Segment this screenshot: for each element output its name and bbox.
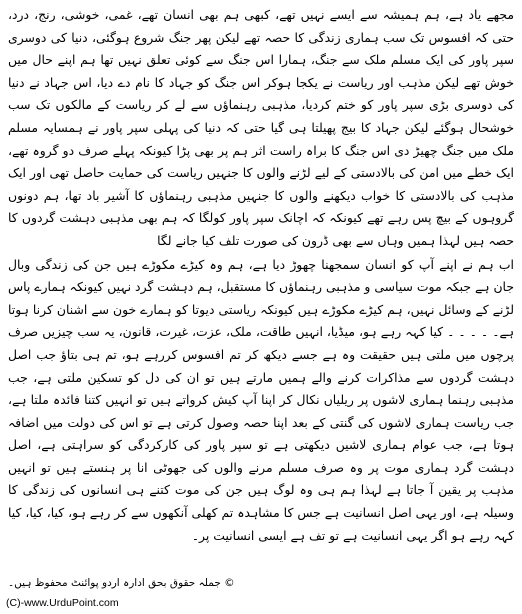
copyright-notice-urdu: © جملہ حقوق بحق ادارہ اردو پوائنٹ محفوظ ہیں۔: [8, 577, 235, 589]
copyright-url: (C)-www.UrduPoint.com: [6, 597, 119, 609]
story-paragraph-1: مجھے یاد ہے، ہم ہمیشہ سے ایسے نہیں تھے، کبھی ہم بھی انسان تھے، غمی، خوشی، رنج، درد، حتی کہ افسوس تک سب ہماری زندگی کا حصہ تھے لیکن پھر جنگ شروع ہوگئی، دنیا کی دوسری سپر پاور کی ایک مسلم ملک سے جنگ، ہمارا اس جنگ سے کوئی تعلق نہیں تھا ہم اپنے حال میں خوش تھے لیکن مذہب اور ریاست نے یکجا ہوکر اس جنگ کو جہاد کا نام دے دیا، اس جہاد نے دنیا کی دوسری بڑی سپر پاور کو ختم کردیا، مذہبی رہنماؤں سے لے کر ریاست کے مالکوں تک سب خوشحال ہوگئے لیکن جہاد کا بیج پھیلتا ہی گیا حتی کہ دنیا کی پہلی سپر پاور نے ہمسایہ مسلم ملک میں جنگ چھیڑ دی اس جنگ کا براہ راست اثر ہم پر بھی پڑا کیونکہ پہلے صرف دو گروہ تھے، ایک خطے میں امن کی بالادستی کے لیے لڑنے والوں کا جنہیں ریاست کی حمایت حاصل تھی اور ایک مذہب کی بالادستی کا خواب دیکھنے والوں کا جنہیں مذہبی رہنماؤں کا آشیر باد تھا، ہم دونوں گروہوں کے بیچ پس رہے تھے کیونکہ کہ اچانک سپر پاور کولگا کہ ہم بھی مذہبی دہشت گردوں کا حصہ ہیں لہذا ہمیں وہاں سے بھی ڈرون کی صورت تلف کیا جانے لگا: [8, 7, 514, 248]
story-paragraph-2: اب ہم نے اپنے آپ کو انسان سمجھنا چھوڑ دیا ہے، ہم وہ کیڑے مکوڑے ہیں جن کی زندگی وبال جان ہے جبکہ موت سیاسی و مذہبی رہنماؤں کا مستقبل، ہم دہشت گرد نہیں کیونکہ ہمارے پاس لڑنے کے وسائل نہیں، ہم کیڑے مکوڑے ہیں کیونکہ ریاستی دیوتا کو ہمارے خون سے اشنان کرنا ہوتا ہے۔ ۔ ۔ ۔ ۔ کیا کہہ رہے ہو، میڈیا، انہیں طاقت، ملک، عزت، غیرت، قانون، یہ سب چیزیں صرف پرچوں میں ملتی ہیں حقیقت وہ ہے جسے دیکھ کر تم افسوس کررہے ہو، تم ہی بتاؤ جب اصل دہشت گردوں سے مذاکرات کرنے والے ہمیں مارتے ہیں تو ان کی دل کو تسکین ملتی ہے، جب مذہبی رہنما ہماری لاشوں پر ریلیاں نکال کر اپنا آپ کیش کرواتے ہیں تو انہیں کتنا فائدہ ملتا ہے، جب ریاست ہماری لاشوں کی گنتی کے بعد اپنا حصہ وصول کرتی ہے تو اس کی دولت میں اضافہ ہوتا ہے، جب عوام ہماری لاشیں دیکھتی ہے تو سپر پاور کی کارکردگی کو سراہتی ہے، اصل دہشت گرد ہماری موت پر وہ صرف مسلم مرنے والوں کی جھوٹی انا پر ہنستے ہیں تو انہیں مذہب پر یقین آ جاتا ہے لہذا ہم ہی وہ لوگ ہیں جن کی موت کتنے ہی انسانوں کی زندگی کا وسیلہ ہے، اور یہی اصل انسانیت ہے جس کا مشاہدہ تم کھلی آنکھوں سے کر رہے ہو، کیا، کیا، کیا کہہ رہے ہو اگر یہی انسانیت ہے تو تف ہے ایسی انسانیت پر۔: [8, 256, 514, 543]
